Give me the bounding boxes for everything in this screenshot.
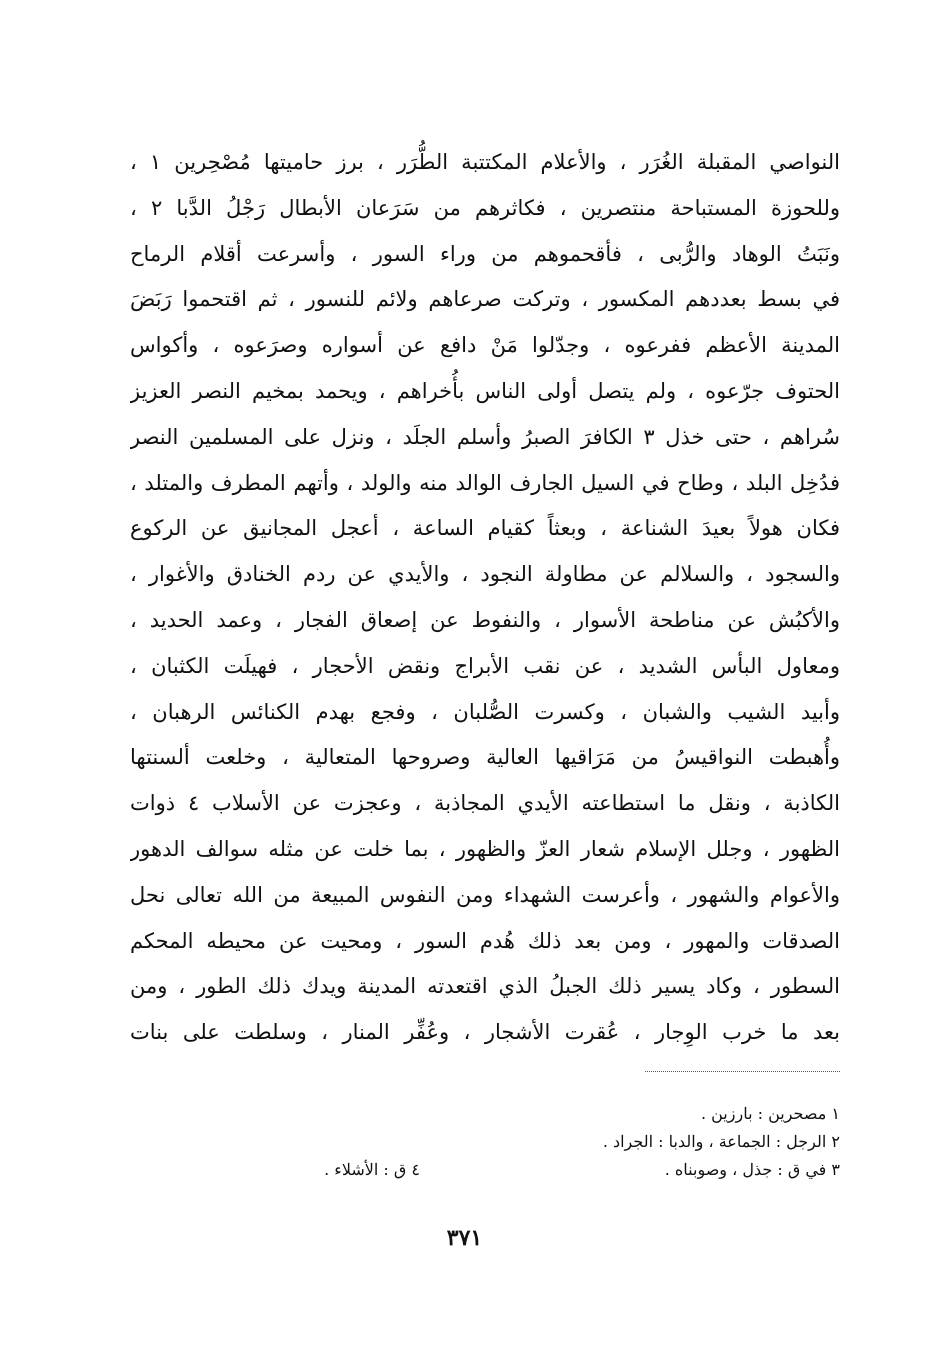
text-line: سُراهم ، حتى خذل ٣ الكافرَ الصبرُ وأسلم الجلَد ، ونزل على المسلمين النصر [130, 424, 840, 449]
text-line: النواصي المقبلة الغُرَر ، والأعلام المكتتبة الطُّرَر ، برز حاميتها مُصْحِرين ١ ، [130, 150, 840, 174]
text-line: الظهور ، وجلل الإسلام شعار العزّ والظهور ، بما خلت عن مثله سوالف الدهور [130, 836, 840, 861]
text-line: الصدقات والمهور ، ومن بعد ذلك هُدم السور ، ومحيت عن محيطه المحكم [130, 928, 840, 953]
footnote-3: ٣ في ق : جذل ، وصوبناه . [664, 1160, 840, 1179]
text-line: والأكبُش عن مناطحة الأسوار ، والنفوط عن إصعاق الفجار ، وعمد الحديد ، [130, 607, 840, 632]
text-line: بعد ما خرب الوِجار ، عُقرت الأشجار ، وعُفِّر المنار ، وسلطت على بنات [130, 1020, 840, 1045]
text-line: وللحوزة المستباحة منتصرين ، فكاثرهم من سَرَعان الأبطال رَجْلُ الدَّبا ٢ ، [130, 195, 840, 220]
text-line: والسجود ، والسلالم عن مطاولة النجود ، والأيدي عن ردم الخنادق والأغوار ، [130, 562, 840, 587]
main-text-block [130, 140, 840, 1056]
text-line: السطور ، وكاد يسير ذلك الجبلُ الذي اقتعدته المدينة ويدك ذلك الطور ، ومن [130, 974, 840, 999]
footnote-4: ٤ ق : الأشلاء . [324, 1160, 420, 1179]
footnotes-block [130, 1100, 840, 1184]
text-line: الحتوف جرّعوه ، ولم يتصل أولى الناس بأُخراهم ، ويحمد بمخيم النصر العزيز [130, 378, 840, 403]
text-line: والأعوام والشهور ، وأعرست الشهداء ومن النفوس المبيعة من الله تعالى نحل [130, 882, 840, 907]
page-number: ٣٧١ [446, 1225, 483, 1251]
text-line: المدينة الأعظم ففرعوه ، وجدّلوا مَنْ دافع عن أسواره وصرَعوه ، وأكواس [130, 333, 840, 358]
footnote-1: ١ مصحرين : بارزين . [700, 1104, 840, 1123]
text-line: فدُخِل البلد ، وطاح في السيل الجارف الوالد منه والولد ، وأتهم المطرف والمتلد ، [130, 470, 840, 495]
text-line: فكان هولاً بعيدَ الشناعة ، وبعثاً كقيام الساعة ، أعجل المجانيق عن الركوع [130, 516, 840, 541]
text-line: وأبيد الشيب والشبان ، وكسرت الصُّلبان ، وفجع بهدم الكنائس الرهبان ، [130, 699, 840, 724]
text-line: في بسط بعددهم المكسور ، وتركت صرعاهم ولائم للنسور ، ثم اقتحموا رَبَضَ [130, 287, 840, 312]
footnote-separator [645, 1071, 840, 1072]
text-line: ونَبَتُ الوهاد والرُّبى ، فأقحموهم من وراء السور ، وأسرعت أقلام الرماح [130, 241, 840, 266]
footnote-row [130, 1156, 840, 1184]
footnote-2: ٢ الرجل : الجماعة ، والدبا : الجراد . [602, 1132, 840, 1151]
text-line: الكاذبة ، ونقل ما استطاعته الأيدي المجاذبة ، وعجزت عن الأسلاب ٤ ذوات [130, 791, 840, 816]
text-line: وأُهبطت النواقيسُ من مَرَاقيها العالية وصروحها المتعالية ، وخلعت ألسنتها [130, 745, 840, 770]
text-line: ومعاول البأس الشديد ، عن نقب الأبراج ونقض الأحجار ، فهيلَت الكثبان ، [130, 653, 840, 678]
